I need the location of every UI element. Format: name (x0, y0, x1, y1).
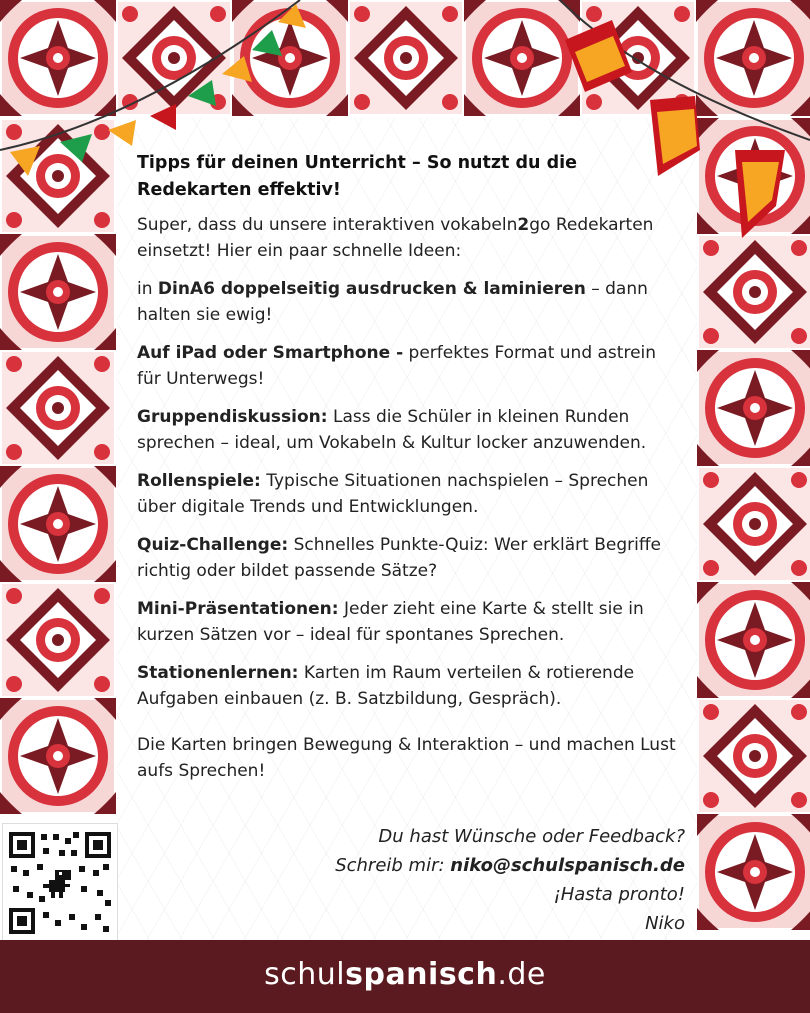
tips-content (137, 150, 682, 784)
tip-gruppendiskussion: Gruppendiskussion: Lass die Schüler in kleinen Runden sprechen – ideal, um Vokabeln & Kultur locker anzuwenden. (137, 407, 647, 453)
tip-ipad: Auf iPad oder Smartphone - perfektes Format und astrein für Unterwegs! (137, 343, 657, 389)
tip-mini-praesentationen: Mini-Präsentationen: Jeder zieht eine Karte & stellt sie in kurzen Sätzen vor – ideal für spontanes Sprechen. (137, 599, 644, 645)
contact-line-feedback: Du hast Wünsche oder Feedback? (378, 826, 685, 847)
dinosaur-icon (43, 870, 71, 898)
tip-quiz-challenge: Quiz-Challenge: Schnelles Punkte-Quiz: Wer erklärt Begriffe richtig oder bildet passende Sätze? (137, 535, 662, 581)
qr-code-icon[interactable] (2, 823, 118, 941)
outro-text: Die Karten bringen Bewegung & Interaktion – und machen Lust aufs Sprechen! (137, 735, 676, 781)
tip-rollenspiele: Rollenspiele: Typische Situationen nachspielen – Sprechen über digitale Trends und Entwicklungen. (137, 471, 649, 517)
page-title: Tipps für deinen Unterricht – So nutzt du die Redekarten effektiv! (137, 153, 577, 200)
tip-print: in DinA6 doppelseitig ausdrucken & laminieren – dann halten sie ewig! (137, 279, 648, 325)
intro-text: Super, dass du unsere interaktiven vokabeln2go Redekarten einsetzt! Hier ein paar schnelle Ideen: (137, 215, 654, 261)
tip-stationenlernen: Stationenlernen: Karten im Raum verteilen & rotierende Aufgaben einbauen (z. B. Satzbildung, Gespräch). (137, 663, 635, 709)
contact-line-email: Schreib mir: niko@schulspanisch.de (335, 855, 685, 876)
contact-line-greeting: ¡Hasta pronto! (553, 884, 685, 905)
qr-code-graphic (3, 824, 117, 940)
contact-line-signature: Niko (645, 913, 685, 934)
footer-brand[interactable]: schulspanisch.de (0, 940, 810, 1013)
email-link[interactable]: niko@schulspanisch.de (450, 855, 685, 876)
contact-block (335, 822, 685, 938)
